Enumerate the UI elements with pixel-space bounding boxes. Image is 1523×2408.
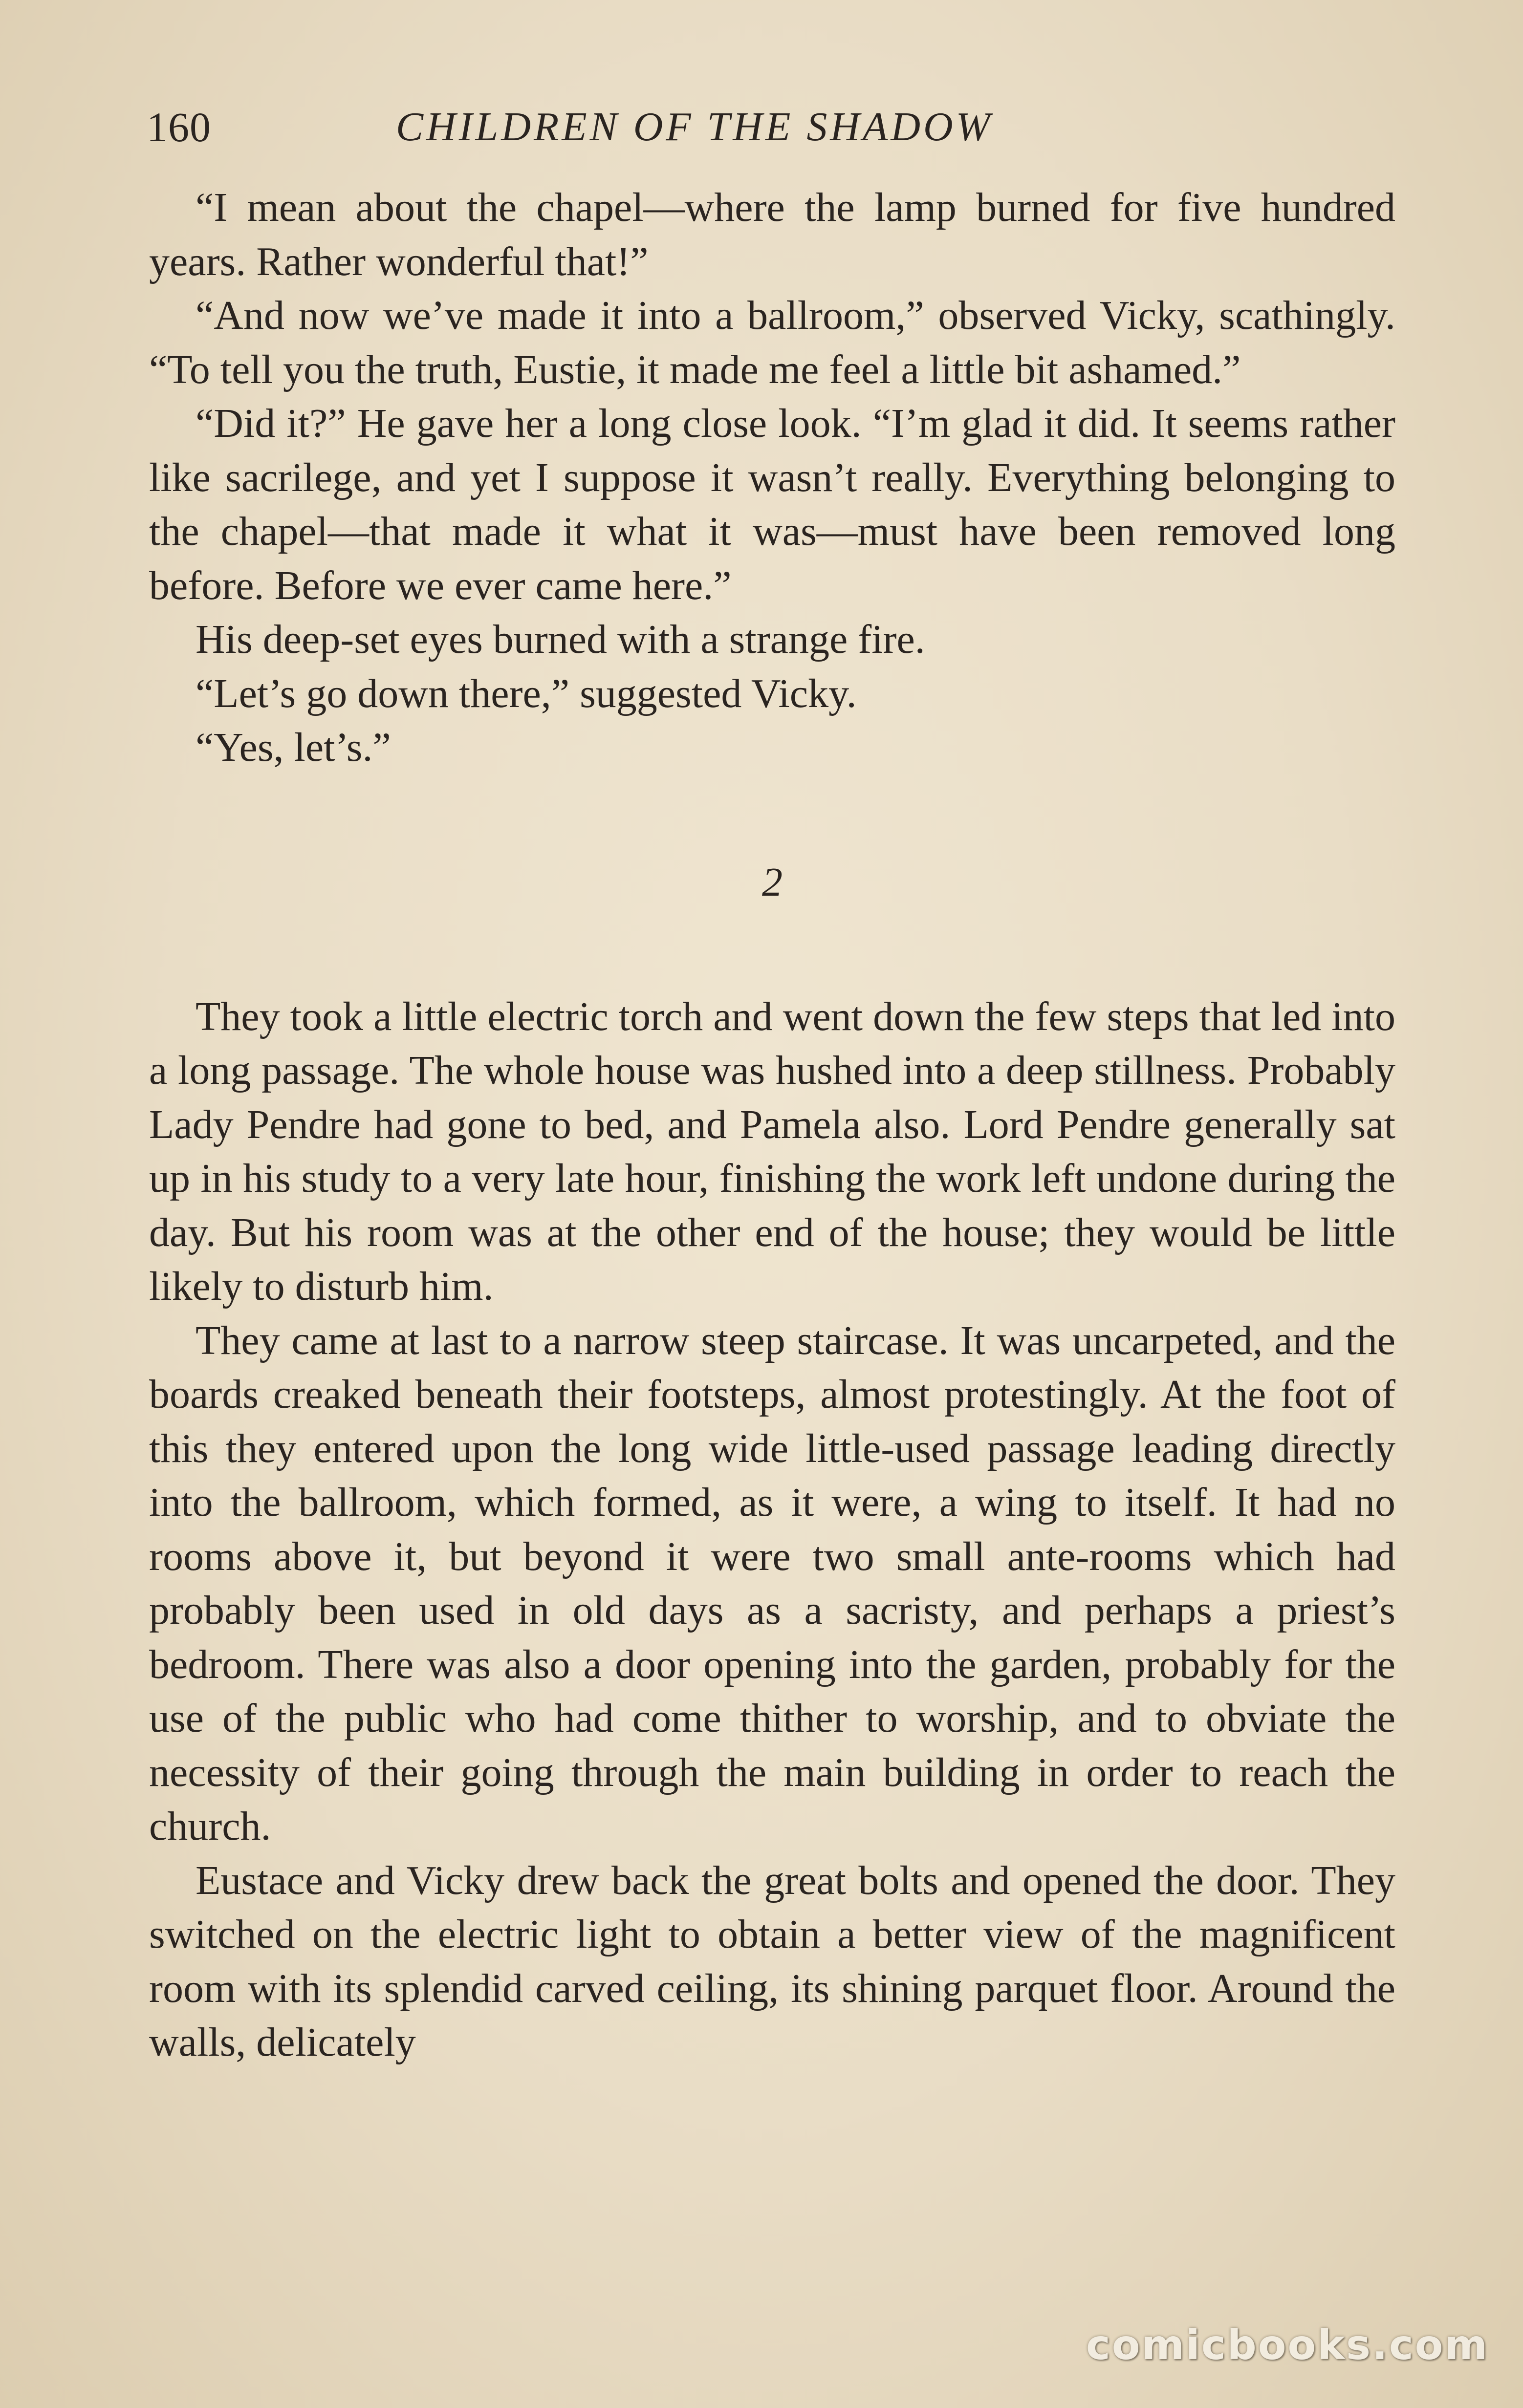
paragraph: “And now we’ve made it into a ballroom,” observed Vicky, scathingly. “To tell you the truth, Eustie, it made me feel a little bit ashamed.” (149, 293, 1395, 392)
running-title: CHILDREN OF THE SHADOW (396, 104, 993, 150)
paragraph: “Yes, let’s.” (196, 725, 391, 770)
paragraph: Eustace and Vicky drew back the great bolts and opened the door. They switched on the electric light to obtain a better view of the magnificent room with its splendid carved ceiling, its shining parquet floor. Around the walls, delicately (149, 1857, 1395, 2065)
running-head (147, 98, 1398, 156)
paragraph: They came at last to a narrow steep staircase. It was uncarpeted, and the boards creaked beneath their footsteps, almost protestingly. At the foot of this they entered upon the long wide little-used passage leading directly into the ballroom, which formed, as it were, a wing to itself. It had no rooms above it, but beyond it were two small ante-rooms which had probably been used in old days as a sacristy, and perhaps a priest’s bedroom. There was also a door opening into the garden, probably for the use of the public who had come thither to worship, and to obviate the necessity of their going through the main building in order to reach the church. (149, 1317, 1395, 1849)
paragraph: “I mean about the chapel—where the lamp burned for five hundred years. Rather wonderful that!” (149, 185, 1395, 284)
body-text (149, 181, 1395, 2070)
watermark: comicbooks.com (1086, 2321, 1489, 2369)
paragraph: “Let’s go down there,” suggested Vicky. (196, 670, 857, 716)
paragraph: “Did it?” He gave her a long close look. “I’m glad it did. It seems rather like sacrilege, and yet I suppose it wasn’t really. Everything belonging to the chapel—that made it what it was—must have been removed long before. Before we ever came here.” (149, 401, 1395, 608)
paragraph: His deep-set eyes burned with a strange fire. (196, 617, 925, 662)
page-number: 160 (147, 104, 211, 150)
section-number: 2 (762, 859, 783, 905)
paragraph: They took a little electric torch and went down the few steps that led into a long passage. The whole house was hushed into a deep stillness. Probably Lady Pendre had gone to bed, and Pamela also. Lord Pendre generally sat up in his study to a very late hour, finishing the work left undone during the day. But his room was at the other end of the house; they would be little likely to disturb him. (149, 993, 1395, 1309)
